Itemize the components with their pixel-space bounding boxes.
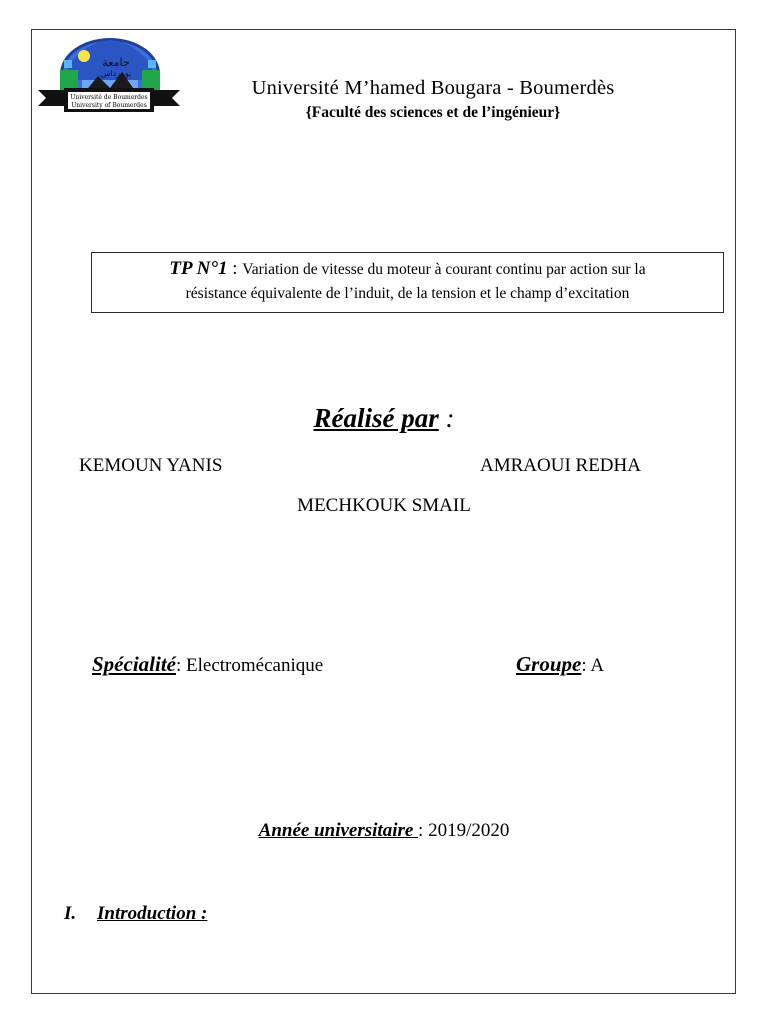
author-name: KEMOUN YANIS: [79, 455, 223, 476]
author-name: AMRAOUI REDHA: [480, 455, 641, 476]
groupe-value: A: [590, 655, 605, 676]
authors-label: Réalisé par: [313, 403, 439, 433]
university-name: Université M’hamed Bougara - Boumerdès: [251, 77, 615, 99]
tp-title-line2: résistance équivalente de l’induit, de la tension et le champ d’excitation: [185, 285, 630, 302]
section-number: I.: [64, 903, 77, 924]
academic-year-value: 2019/2020: [428, 820, 510, 841]
section-title: Introduction :: [97, 903, 208, 924]
svg-text:بومرداس: بومرداس: [100, 69, 132, 78]
academic-year-sep: :: [418, 820, 429, 841]
author-name: MECHKOUK SMAIL: [297, 495, 471, 516]
tp-colon: :: [227, 258, 243, 279]
specialite-value: Electromécanique: [186, 655, 324, 676]
specialite-sep: :: [175, 655, 187, 676]
tp-title-line1: Variation de vitesse du moteur à courant continu par action sur la: [242, 261, 646, 278]
academic-year-label: Année universitaire: [258, 820, 419, 841]
academic-year-line: [0, 820, 768, 842]
groupe-label: Groupe: [516, 652, 582, 676]
svg-text:جامعة: جامعة: [102, 56, 130, 69]
faculty-name: {Faculté des sciences et de l’ingénieur}: [305, 104, 561, 121]
groupe-sep: :: [581, 655, 591, 676]
specialite-label: Spécialité: [92, 652, 176, 676]
groupe-line: [516, 652, 604, 677]
svg-text:University of Boumerdes: University of Boumerdes: [71, 102, 147, 109]
section-heading: [64, 903, 207, 925]
authors-colon: :: [438, 403, 455, 433]
authors-heading: [0, 403, 768, 434]
specialite-line: [92, 652, 323, 677]
tp-title-box: [91, 252, 724, 313]
tp-label: TP N°1: [169, 258, 228, 279]
svg-text:Université de Boumerdes: Université de Boumerdes: [70, 94, 148, 101]
